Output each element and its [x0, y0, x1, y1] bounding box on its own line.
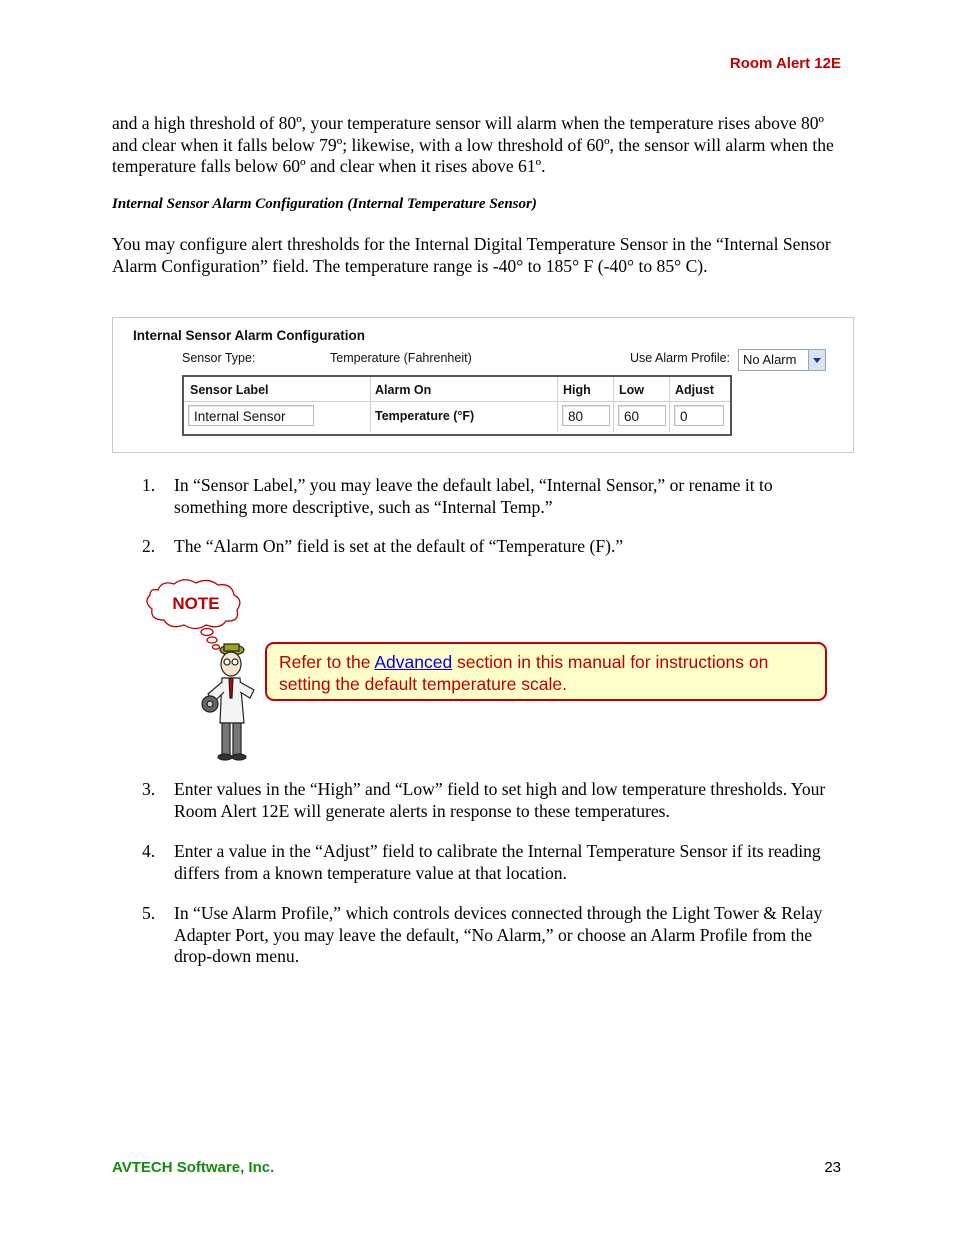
col-header-alarm-on: Alarm On	[375, 383, 432, 397]
step-number: 1.	[142, 475, 156, 495]
alarm-profile-label: Use Alarm Profile:	[630, 351, 731, 365]
high-threshold-input[interactable]: 80	[562, 405, 610, 426]
note-badge: NOTE	[172, 594, 220, 613]
step-number: 4.	[142, 841, 156, 861]
alarm-profile-selected: No Alarm	[743, 352, 797, 367]
step-number: 2.	[142, 536, 156, 556]
step-text: In “Use Alarm Profile,” which controls devices connected through the Light Tower & Relay Adapter Port, you may leave the default, “No Alarm,” or choose an Alarm Profile from the drop-down menu.	[174, 903, 823, 966]
note-text-after: section in this manual for instructions on setting the default temperature scale.	[279, 652, 769, 694]
cartoon-man-icon	[202, 644, 254, 760]
column-divider	[557, 377, 558, 432]
document-header-title: Room Alert 12E	[729, 55, 841, 72]
list-item	[142, 779, 847, 822]
chevron-down-icon[interactable]	[808, 350, 825, 370]
row-divider	[184, 401, 730, 402]
step-number: 3.	[142, 779, 156, 799]
advanced-section-link[interactable]: Advanced	[374, 652, 453, 672]
step-text: In “Sensor Label,” you may leave the default label, “Internal Sensor,” or rename it to something more descriptive, such as “Internal Temp.”	[174, 475, 773, 517]
list-item	[142, 841, 847, 884]
low-threshold-input[interactable]: 60	[618, 405, 666, 426]
list-item	[142, 903, 847, 968]
sensor-type-label: Sensor Type:	[182, 351, 256, 365]
adjust-input[interactable]: 0	[674, 405, 724, 426]
panel-title: Internal Sensor Alarm Configuration	[133, 328, 366, 343]
alarm-profile-select[interactable]	[738, 349, 826, 371]
col-header-low: Low	[619, 383, 644, 397]
col-header-high: High	[563, 383, 591, 397]
intro-paragraph: and a high threshold of 80º, your temperature sensor will alarm when the temperature rises above 80º and clear when it falls below 79º; likewise, with a low threshold of 60º, the sensor will alarm when the temperature falls below 60º and clear when it rises above 61º.	[112, 113, 834, 176]
column-divider	[370, 377, 371, 432]
note-illustration	[140, 578, 265, 763]
column-divider	[613, 377, 614, 432]
sensor-config-table	[182, 375, 732, 436]
col-header-sensor-label: Sensor Label	[190, 383, 269, 397]
steps-list-second	[142, 779, 847, 968]
step-number: 5.	[142, 903, 156, 923]
sensor-label-input[interactable]: Internal Sensor	[188, 405, 314, 426]
sensor-type-value: Temperature (Fahrenheit)	[330, 351, 472, 365]
thought-cloud-icon	[147, 580, 240, 649]
col-header-adjust: Adjust	[675, 383, 714, 397]
alarm-on-value: Temperature (°F)	[375, 409, 475, 423]
footer-company: AVTECH Software, Inc.	[112, 1159, 275, 1176]
step-text: The “Alarm On” field is set at the default of “Temperature (F).”	[174, 536, 624, 556]
note-text-before: Refer to the	[279, 652, 375, 672]
list-item	[142, 536, 847, 558]
step-text: Enter a value in the “Adjust” field to calibrate the Internal Temperature Sensor if its reading differs from a known temperature value at that location.	[174, 841, 821, 883]
note-callout	[265, 642, 827, 701]
steps-list-first	[142, 475, 847, 558]
step-text: Enter values in the “High” and “Low” field to set high and low temperature thresholds. Your Room Alert 12E will generate alerts in response to these temperatures.	[174, 779, 826, 821]
section-paragraph: You may configure alert thresholds for the Internal Digital Temperature Sensor in the “Internal Sensor Alarm Configuration” field. The temperature range is -40° to 185° F (-40° to 85° C).	[112, 234, 831, 276]
section-heading: Internal Sensor Alarm Configuration (Internal Temperature Sensor)	[112, 196, 537, 212]
column-divider	[669, 377, 670, 432]
list-item	[142, 475, 847, 518]
config-panel	[112, 317, 854, 453]
page-number: 23	[824, 1159, 841, 1176]
